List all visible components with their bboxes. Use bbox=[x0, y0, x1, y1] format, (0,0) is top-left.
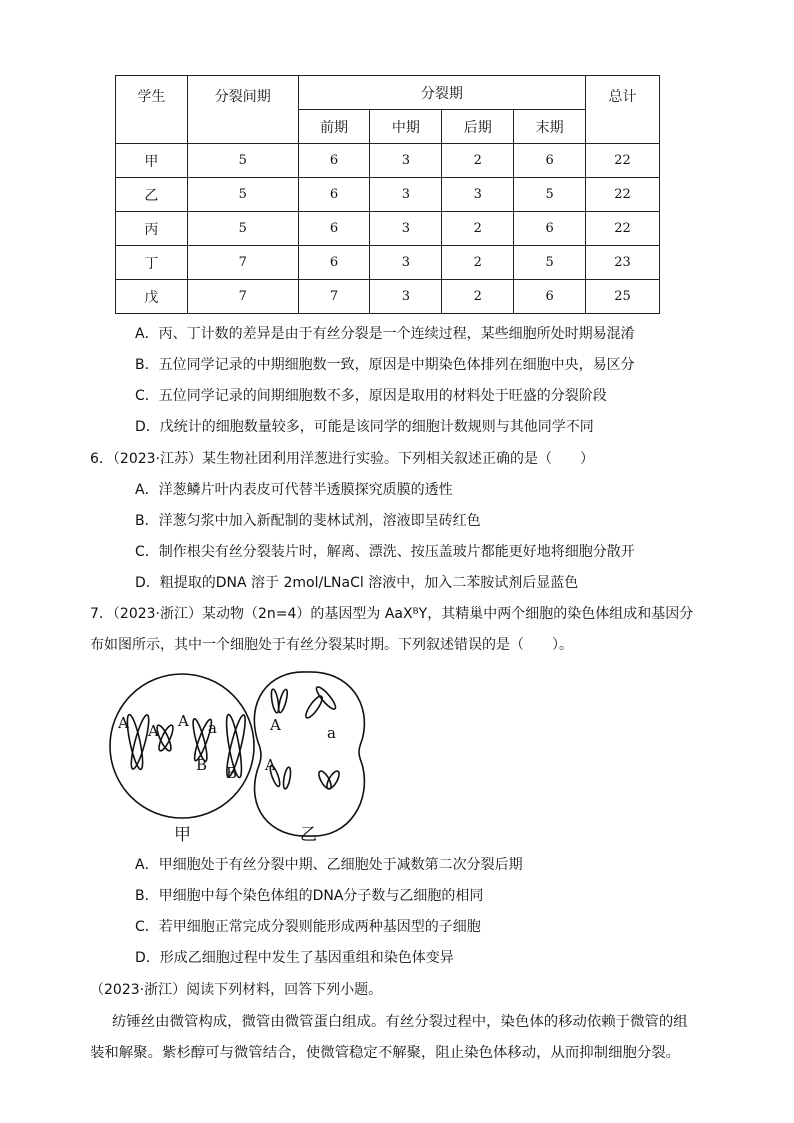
header-total: 总计 bbox=[586, 76, 660, 144]
student-name: 丁 bbox=[116, 246, 188, 280]
table-cell: 5 bbox=[514, 246, 586, 280]
table-cell: 5 bbox=[187, 144, 298, 178]
table-cell: 7 bbox=[298, 280, 370, 314]
table-cell: 5 bbox=[187, 212, 298, 246]
table-cell: 22 bbox=[586, 144, 660, 178]
q6-option-d: D．粗提取的DNA 溶于 2mol/LNaCl 溶液中，加入二苯胺试剂后显蓝色 bbox=[135, 575, 579, 591]
q5-option-d: D．戊统计的细胞数量较多，可能是该同学的细胞计数规则与其他同学不同 bbox=[135, 419, 594, 435]
gene-label: a bbox=[327, 724, 336, 742]
table-cell: 6 bbox=[298, 178, 370, 212]
q7-stem-line-1: 7．（2023·浙江）某动物（2n=4）的基因型为 AaXᴮY，其精巢中两个细胞的染色体组成和基因分 bbox=[90, 606, 694, 622]
table-cell: 6 bbox=[298, 212, 370, 246]
q5-option-a: A．丙、丁计数的差异是由于有丝分裂是一个连续过程，某些细胞所处时期易混淆 bbox=[135, 326, 635, 342]
chromosome-top-left bbox=[270, 689, 289, 714]
chromosome bbox=[317, 769, 342, 790]
table-cell: 25 bbox=[586, 280, 660, 314]
q6-stem: 6．（2023·江苏）某生物社团利用洋葱进行实验。下列相关叙述正确的是（ ） bbox=[90, 451, 594, 467]
gene-label: A bbox=[148, 722, 159, 740]
table-row bbox=[116, 280, 660, 314]
table-cell: 2 bbox=[442, 212, 514, 246]
table-cell: 6 bbox=[514, 212, 586, 246]
table-cell: 7 bbox=[187, 246, 298, 280]
cell-diagram bbox=[100, 660, 380, 850]
material-line-2: 装和解聚。紫杉醇可与微管结合，使微管稳定不解聚，阻止染色体移动，从而抑制细胞分裂。 bbox=[90, 1045, 681, 1061]
table-row bbox=[116, 178, 660, 212]
table-row bbox=[116, 144, 660, 178]
gene-label: A bbox=[270, 716, 281, 734]
table-cell: 23 bbox=[586, 246, 660, 280]
table-cell: 6 bbox=[298, 246, 370, 280]
material-line-1: 纺锤丝由微管构成，微管由微管蛋白组成。有丝分裂过程中，染色体的移动依赖于微管的组 bbox=[112, 1014, 688, 1030]
q5-option-b: B．五位同学记录的中期细胞数一致，原因是中期染色体排列在细胞中央，易区分 bbox=[135, 357, 635, 373]
gene-label: a bbox=[208, 719, 217, 737]
table-cell: 22 bbox=[586, 178, 660, 212]
table-cell: 7 bbox=[187, 280, 298, 314]
table-cell: 2 bbox=[442, 280, 514, 314]
table-cell: 3 bbox=[370, 178, 442, 212]
q7-option-a: A．甲细胞处于有丝分裂中期、乙细胞处于减数第二次分裂后期 bbox=[135, 857, 523, 873]
header-division: 分裂期 bbox=[298, 76, 585, 110]
table-cell: 3 bbox=[370, 246, 442, 280]
chromosome-figure bbox=[100, 660, 380, 850]
student-name: 丙 bbox=[116, 212, 188, 246]
table-cell: 22 bbox=[586, 212, 660, 246]
q6-option-c: C．制作根尖有丝分裂装片时，解离、漂洗、按压盖玻片都能更好地将细胞分散开 bbox=[135, 544, 635, 560]
table-cell: 3 bbox=[370, 280, 442, 314]
table-cell: 6 bbox=[298, 144, 370, 178]
gene-label: A bbox=[265, 756, 276, 774]
cell-yi-label: 乙 bbox=[300, 825, 317, 845]
table-header-row bbox=[116, 76, 660, 110]
gene-label: B bbox=[226, 764, 238, 782]
table-cell: 2 bbox=[442, 144, 514, 178]
table-cell: 3 bbox=[370, 144, 442, 178]
q7-option-b: B．甲细胞中每个染色体组的DNA分子数与乙细胞的相同 bbox=[135, 888, 484, 904]
table-row bbox=[116, 212, 660, 246]
header-student: 学生 bbox=[116, 76, 188, 144]
table-cell: 3 bbox=[370, 212, 442, 246]
material-intro: （2023·浙江）阅读下列材料，回答下列小题。 bbox=[90, 982, 383, 998]
header-prophase: 前期 bbox=[298, 110, 370, 144]
header-interphase: 分裂间期 bbox=[187, 76, 298, 144]
q6-option-a: A．洋葱鳞片叶内表皮可代替半透膜探究质膜的透性 bbox=[135, 482, 453, 498]
gene-label: A bbox=[118, 714, 129, 732]
cell-jia-label: 甲 bbox=[174, 825, 191, 845]
header-telophase: 末期 bbox=[514, 110, 586, 144]
table-cell: 6 bbox=[514, 144, 586, 178]
q5-option-c: C．五位同学记录的间期细胞数不多，原因是取用的材料处于旺盛的分裂阶段 bbox=[135, 388, 607, 404]
header-metaphase: 中期 bbox=[370, 110, 442, 144]
table-cell: 5 bbox=[514, 178, 586, 212]
q7-option-c: C．若甲细胞正常完成分裂则能形成两种基因型的子细胞 bbox=[135, 919, 481, 935]
gene-label: A bbox=[178, 712, 189, 730]
q6-option-b: B．洋葱匀浆中加入新配制的斐林试剂，溶液即呈砖红色 bbox=[135, 513, 481, 529]
table-cell: 6 bbox=[514, 280, 586, 314]
q7-option-d: D．形成乙细胞过程中发生了基因重组和染色体变异 bbox=[135, 950, 454, 966]
chromosome bbox=[303, 694, 324, 720]
cell-jia bbox=[110, 674, 254, 818]
student-name: 乙 bbox=[116, 178, 188, 212]
gene-label: B bbox=[196, 756, 208, 774]
cell-count-table bbox=[115, 75, 660, 314]
table-cell: 2 bbox=[442, 246, 514, 280]
table-cell: 3 bbox=[442, 178, 514, 212]
table-cell: 5 bbox=[187, 178, 298, 212]
table-row bbox=[116, 246, 660, 280]
student-name: 戊 bbox=[116, 280, 188, 314]
cell-jia-membrane bbox=[110, 674, 254, 818]
student-name: 甲 bbox=[116, 144, 188, 178]
header-anaphase: 后期 bbox=[442, 110, 514, 144]
q7-stem-line-2: 布如图所示，其中一个细胞处于有丝分裂某时期。下列叙述错误的是（ ）。 bbox=[90, 637, 573, 653]
